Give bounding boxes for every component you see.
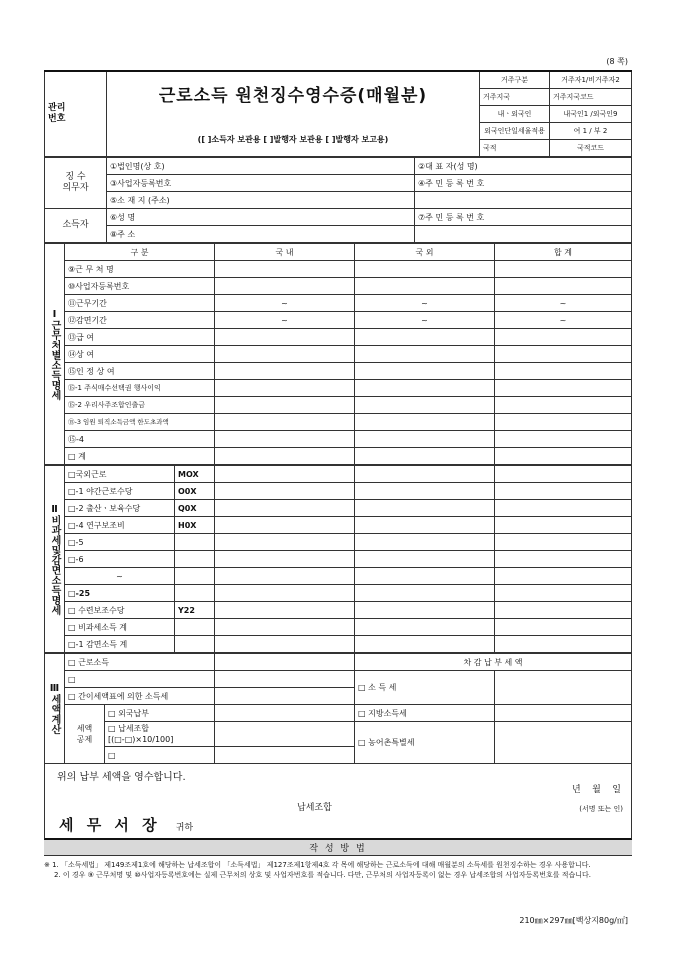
s1-cell: ~ (355, 295, 495, 312)
s1-cell (495, 261, 632, 278)
mgmt-no-label: 관리 번호 (45, 71, 107, 157)
earner-field: ⑧주 소 (107, 226, 415, 243)
table-row (45, 619, 632, 636)
table-row (45, 278, 632, 295)
s3-credit-row: □ 납세조합 [(□-□)×10/100] (105, 722, 215, 747)
payer-field: ①법인명(상 호) (107, 158, 415, 175)
s1-cell (215, 380, 355, 397)
s2-code: O0X (175, 483, 215, 500)
s1-cell: ~ (355, 312, 495, 329)
s1-row-label: ⑫감면기간 (65, 312, 215, 329)
s2-code: H0X (175, 517, 215, 534)
s3-row-label: □ 근로소득 (65, 654, 215, 671)
s1-cell (495, 397, 632, 414)
s1-cell (495, 431, 632, 448)
s1-row-label: ⑮인 정 상 여 (65, 363, 215, 380)
earner-field (415, 226, 632, 243)
honorific: 귀하 (175, 823, 194, 833)
s2-row-label: ~ (65, 568, 175, 585)
earner-field: ⑥성 명 (107, 209, 415, 226)
s1-cell (355, 363, 495, 380)
section-2-table (44, 465, 632, 653)
s3-credit-row: □ 외국납부 (105, 705, 215, 722)
s1-cell (215, 431, 355, 448)
s1-cell (495, 448, 632, 465)
table-row (45, 466, 632, 483)
s1-cell (355, 346, 495, 363)
note-item: ※ 1. 「소득세법」 제149조제1호에 해당하는 납세조합이 「소득세법」 제127조제1항제4호 각 목에 해당하는 근로소득에 대해 매월분의 소득세를 원천징수하는 경우 사용합니다. (44, 861, 591, 869)
tax-office: 세 무 서 장 (59, 816, 161, 834)
table-row (45, 329, 632, 346)
s1-cell (355, 397, 495, 414)
s1-header: 구 분 (65, 244, 215, 261)
s2-row-label: □-5 (65, 534, 175, 551)
table-row (45, 312, 632, 329)
hdr-r4-r: 국적코드 (550, 140, 632, 157)
table-row (45, 500, 632, 517)
note-item: 2. 이 경우 ⑨ 근무처명 및 ⑩사업자등록번호에는 실제 근무처의 상호 및 사업자번호를 적습니다. 다만, 근무처의 사업자등록이 없는 경우 납세조합의 사업자등록번호를 적습니다. (54, 871, 591, 879)
s1-cell (215, 329, 355, 346)
hdr-r3-r: 여 1 / 부 2 (550, 123, 632, 140)
table-row (45, 261, 632, 278)
table-row (45, 414, 632, 431)
s2-code (175, 534, 215, 551)
s1-cell (355, 431, 495, 448)
hdr-r4-l: 국적 (480, 140, 550, 157)
s1-cell (495, 380, 632, 397)
s2-code (175, 585, 215, 602)
copy-types: ([ ]소득자 보관용 [ ]발행자 보관용 [ ]발행자 보고용) (107, 123, 480, 157)
union-label: 납세조합 (297, 803, 332, 813)
section-1-label: Ⅰ근무처별소득명세 (45, 244, 65, 465)
payer-field: ②대 표 자(성 명) (415, 158, 632, 175)
notes (44, 860, 632, 880)
section-2-label: Ⅱ비과세및감면소득명세 (45, 466, 65, 653)
payer-label: 징 수 의무자 (45, 158, 107, 209)
table-row (45, 636, 632, 653)
earner-field: ⑦주 민 등 록 번 호 (415, 209, 632, 226)
s1-cell (495, 278, 632, 295)
s2-row-label: □-25 (65, 585, 175, 602)
s1-cell: ~ (495, 295, 632, 312)
s1-cell (215, 414, 355, 431)
receipt-block (44, 764, 632, 840)
s1-cell (215, 448, 355, 465)
form-title: 근로소득 원천징수영수증(매월분) (107, 71, 480, 123)
s1-row-label: ⑪근무기간 (65, 295, 215, 312)
s1-cell (355, 448, 495, 465)
hdr-r1-r: 거주지국코드 (550, 89, 632, 106)
s1-cell (355, 414, 495, 431)
date-labels: 년 월 일 (572, 785, 621, 795)
s2-code: Q0X (175, 500, 215, 517)
s1-row-label: ⑬급 여 (65, 329, 215, 346)
s1-header: 국 외 (355, 244, 495, 261)
s2-code (175, 636, 215, 653)
s1-cell: ~ (495, 312, 632, 329)
tax-office-line (59, 814, 193, 835)
receipt-form (44, 70, 632, 880)
s3-right-row: □ 소 득 세 (355, 671, 495, 705)
s1-cell (355, 261, 495, 278)
s3-row-label: □ (65, 671, 215, 688)
s2-code: MOX (175, 466, 215, 483)
hdr-r2-r: 내국인1 /외국인9 (550, 106, 632, 123)
s1-row-label: ⑭상 여 (65, 346, 215, 363)
s2-code (175, 551, 215, 568)
paper-spec: 210㎜×297㎜[백상지80g/㎡] (519, 916, 628, 925)
sign-label: (서명 또는 인) (579, 805, 623, 813)
s1-cell (495, 329, 632, 346)
s2-row-label: □ 수련보조수당 (65, 602, 175, 619)
s1-cell (495, 346, 632, 363)
s2-row-label: □-4 연구보조비 (65, 517, 175, 534)
s1-cell (355, 329, 495, 346)
s1-cell (215, 261, 355, 278)
s3-credit-row: □ (105, 747, 215, 764)
s1-header: 합 계 (495, 244, 632, 261)
receipt-text: 위의 납부 세액을 영수합니다. (57, 772, 186, 783)
hdr-r3-l: 외국인단일세율적용 (480, 123, 550, 140)
table-row (45, 431, 632, 448)
table-row (45, 585, 632, 602)
s2-row-label: □국외근로 (65, 466, 175, 483)
table-row (45, 534, 632, 551)
method-title: 작 성 방 법 (44, 840, 632, 856)
earner-label: 소득자 (45, 209, 107, 243)
s2-code (175, 619, 215, 636)
payer-field: ⑤소 재 지 (주소) (107, 192, 415, 209)
hdr-r2-l: 내ㆍ외국인 (480, 106, 550, 123)
s2-row-label: □ 비과세소득 계 (65, 619, 175, 636)
payer-field: ③사업자등록번호 (107, 175, 415, 192)
party-info (44, 157, 632, 243)
s3-right-header: 차 감 납 부 세 액 (355, 654, 632, 671)
s2-code (175, 568, 215, 585)
table-row (45, 517, 632, 534)
s1-cell (215, 363, 355, 380)
s1-row-label: ⑮-4 (65, 431, 215, 448)
s1-row-label: ⑮-3 임원 퇴직소득금액 한도초과액 (65, 414, 215, 431)
s1-cell: ~ (215, 295, 355, 312)
table-row (45, 602, 632, 619)
s2-code: Y22 (175, 602, 215, 619)
payer-field: ④주 민 등 록 번 호 (415, 175, 632, 192)
s1-row-label: ⑩사업자등록번호 (65, 278, 215, 295)
hdr-r0-l: 거주구분 (480, 71, 550, 89)
page-number: (8 쪽) (606, 57, 628, 66)
s1-cell (355, 380, 495, 397)
s1-cell (495, 363, 632, 380)
s3-right-row: □ 농어촌특별세 (355, 722, 495, 764)
s1-row-label: ⑮-1 주식매수선택권 행사이익 (65, 380, 215, 397)
section-3-table (44, 653, 632, 764)
table-row (45, 346, 632, 363)
hdr-r0-r: 거주자1/비거주자2 (550, 71, 632, 89)
table-row (45, 295, 632, 312)
s1-cell (215, 397, 355, 414)
s3-right-row: □ 지방소득세 (355, 705, 495, 722)
s3-credit-label: 세액 공제 (65, 705, 105, 764)
form-header (44, 70, 632, 157)
s1-row-label: ⑮-2 우리사주조합인출금 (65, 397, 215, 414)
s2-row-label: □-2 출산ㆍ보육수당 (65, 500, 175, 517)
s1-row-label: □ 계 (65, 448, 215, 465)
section-1-table (44, 243, 632, 465)
s1-cell (215, 278, 355, 295)
section-3-label: Ⅲ세액계산 (45, 654, 65, 764)
s2-row-label: □-1 감면소득 계 (65, 636, 175, 653)
table-row (45, 551, 632, 568)
s3-row-label: □ 간이세액표에 의한 소득세 (65, 688, 215, 705)
s2-row-label: □-6 (65, 551, 175, 568)
hdr-r1-l: 거주지국 (480, 89, 550, 106)
s1-cell (355, 278, 495, 295)
s1-header: 국 내 (215, 244, 355, 261)
table-row (45, 448, 632, 465)
payer-field (415, 192, 632, 209)
s2-row-label: □-1 야간근로수당 (65, 483, 175, 500)
s1-row-label: ⑨근 무 처 명 (65, 261, 215, 278)
table-row (45, 483, 632, 500)
s1-cell (495, 414, 632, 431)
table-row (45, 380, 632, 397)
s1-cell: ~ (215, 312, 355, 329)
table-row (45, 568, 632, 585)
s1-cell (215, 346, 355, 363)
table-row (45, 363, 632, 380)
table-row (45, 397, 632, 414)
